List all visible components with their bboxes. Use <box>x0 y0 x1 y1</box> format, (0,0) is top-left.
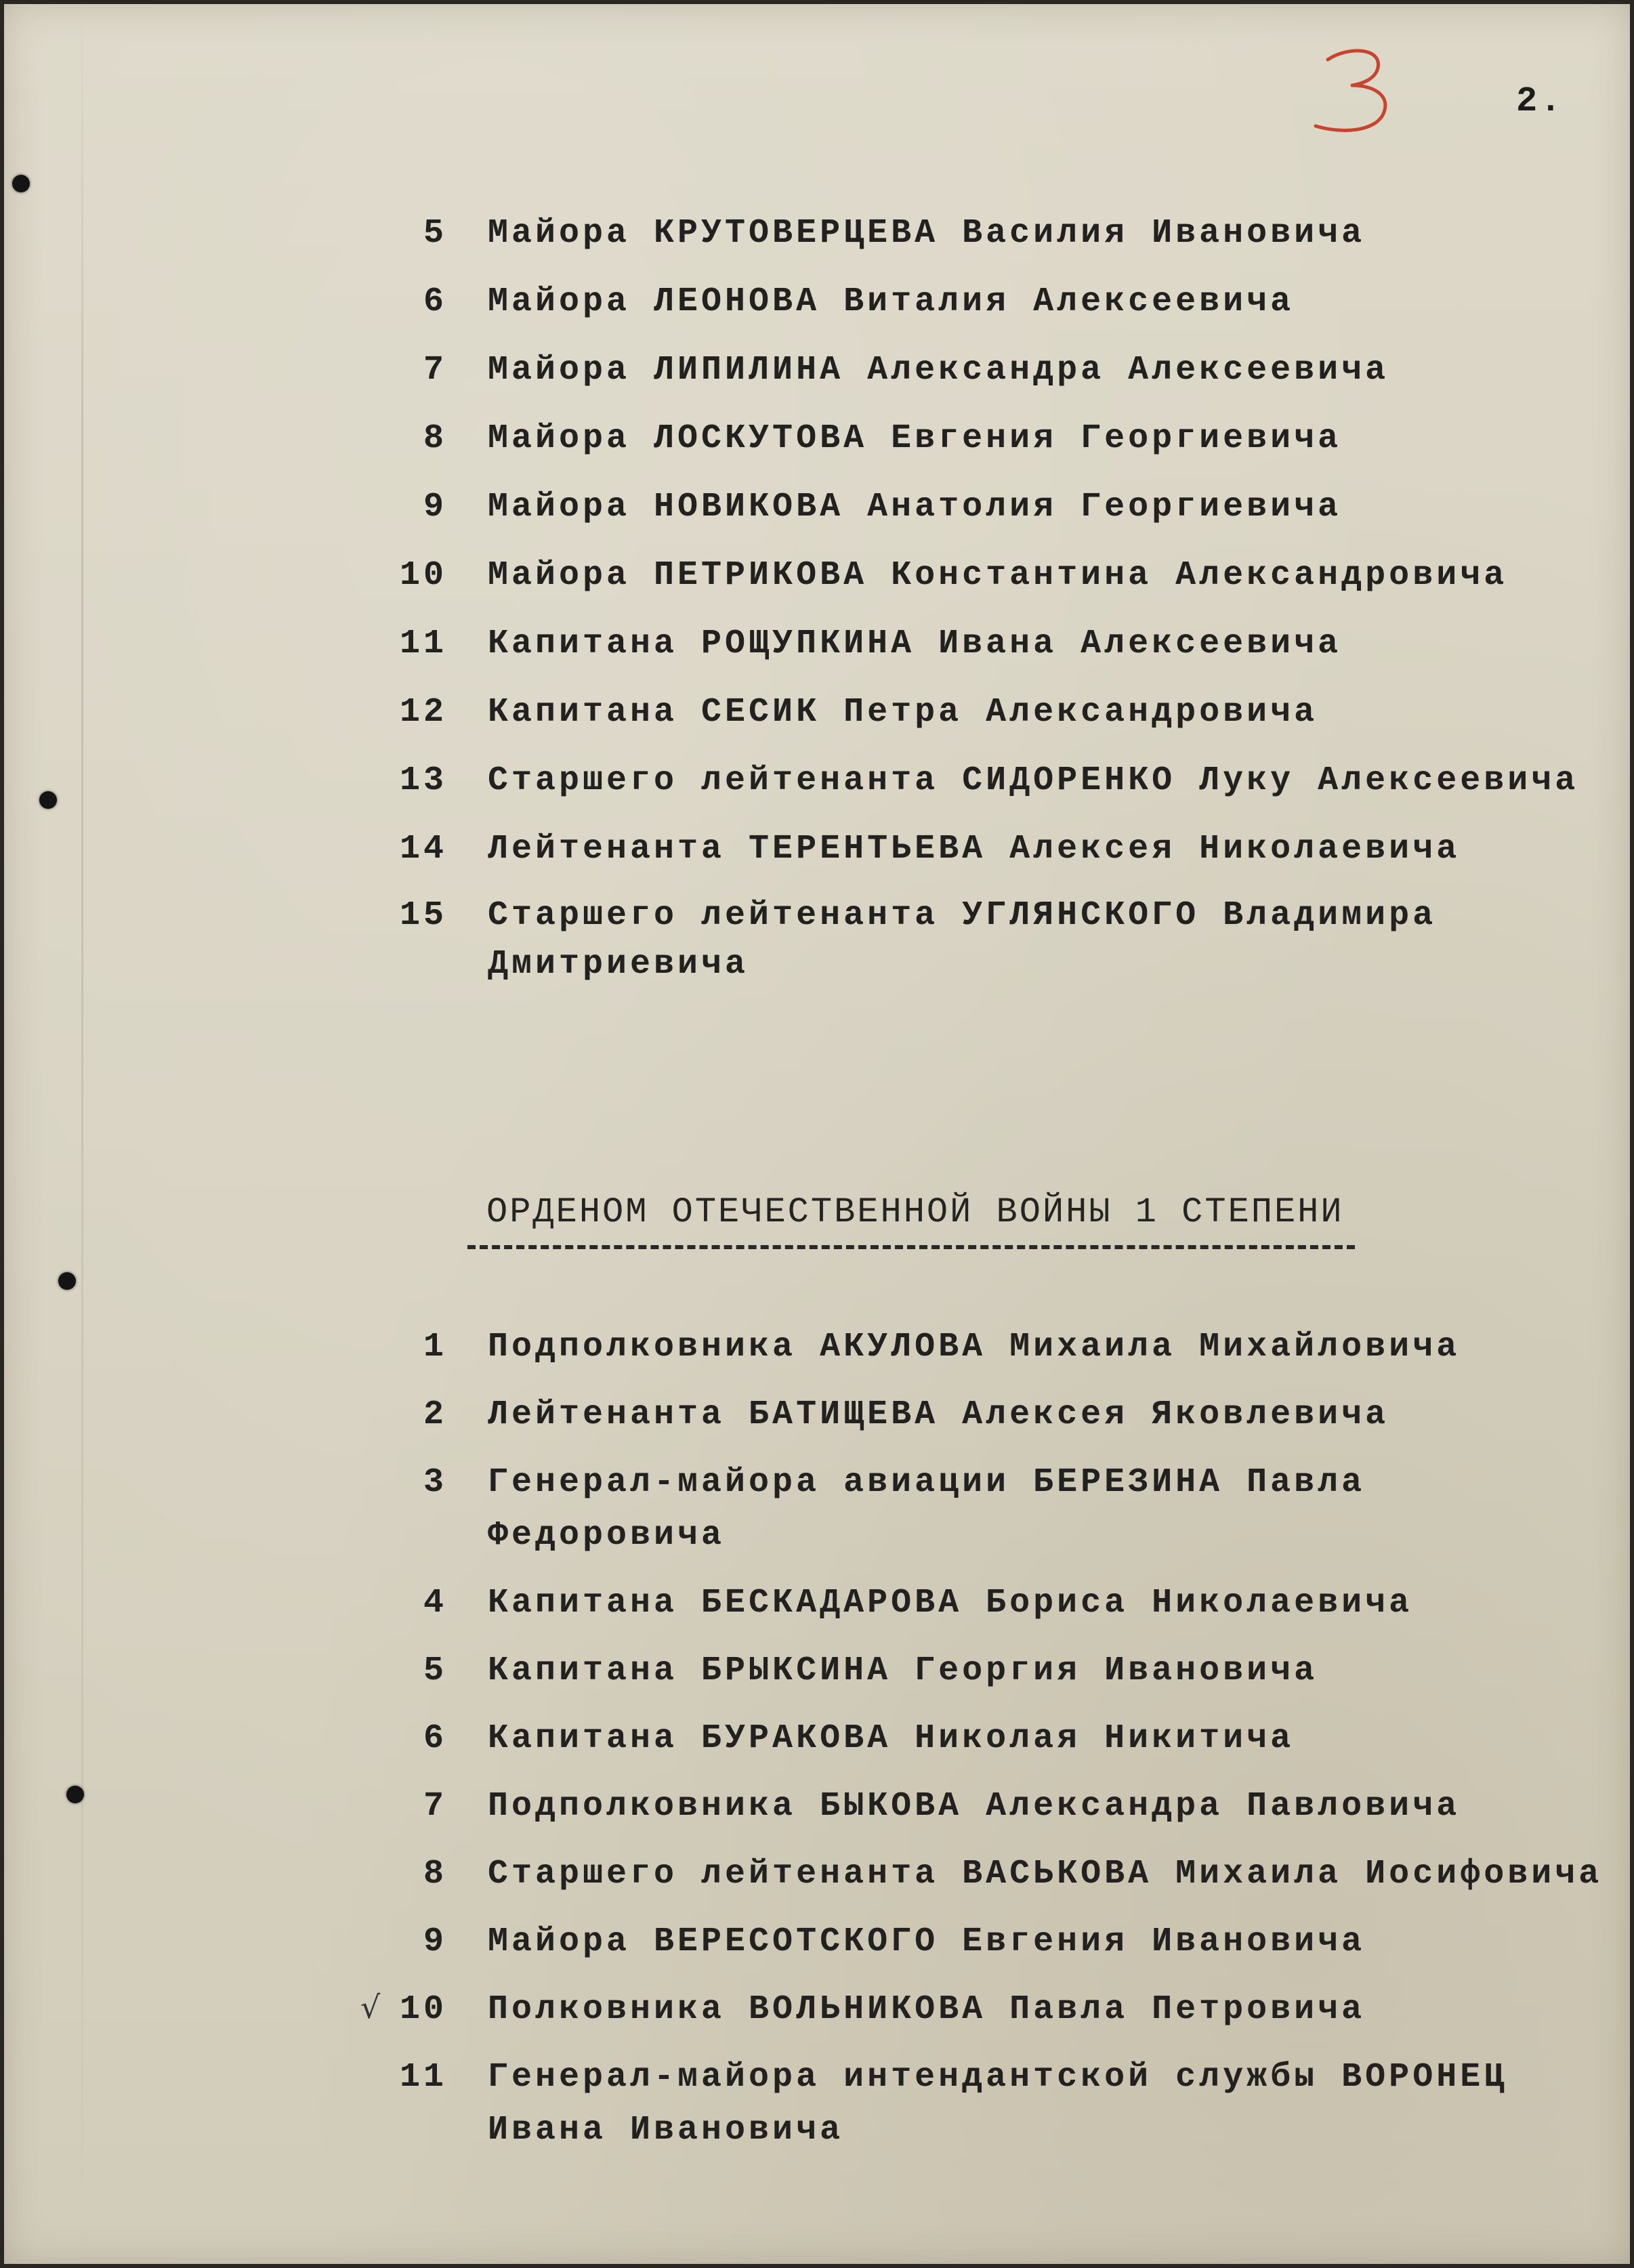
award-list-continued <box>379 207 1612 1005</box>
item-text: Капитана БЕСКАДАРОВА Бориса Николаевича <box>488 1584 1413 1622</box>
list-item <box>379 1713 1612 1765</box>
punch-hole <box>58 1272 76 1290</box>
list-item <box>379 207 1612 260</box>
list-item <box>379 1577 1612 1630</box>
list-item <box>379 823 1612 876</box>
item-number: 9 <box>423 1923 447 1961</box>
list-item <box>379 1389 1612 1442</box>
list-item <box>379 618 1612 671</box>
item-number: 3 <box>423 1463 447 1502</box>
list-item <box>379 549 1612 602</box>
item-number: 13 <box>399 761 447 800</box>
item-text: Полковника ВОЛЬНИКОВА Павла Петровича <box>488 1990 1366 2029</box>
item-number: 4 <box>423 1584 447 1622</box>
item-number: 7 <box>423 1787 447 1826</box>
item-number: 5 <box>423 1652 447 1690</box>
section-heading: ОРДЕНОМ ОТЕЧЕСТВЕННОЙ ВОЙНЫ 1 СТЕПЕНИ <box>486 1192 1344 1232</box>
item-text: Лейтенанта БАТИЩЕВА Алексея Яковлевича <box>488 1395 1389 1434</box>
list-item <box>379 1456 1612 1562</box>
punch-hole <box>12 175 30 192</box>
list-item <box>379 1645 1612 1698</box>
item-text: Старшего лейтенанта УГЛЯНСКОГО Владимира Дмитриевича <box>488 896 1437 984</box>
item-number: 11 <box>399 625 447 663</box>
item-text: Генерал-майора интендантской службы ВОРОНЕЦ Ивана Ивановича <box>488 2058 1508 2149</box>
item-number: 1 <box>423 1328 447 1366</box>
item-text: Генерал-майора авиации БЕРЕЗИНА Павла Федоровича <box>488 1463 1366 1555</box>
punch-hole <box>66 1786 84 1803</box>
item-text: Лейтенанта ТЕРЕНТЬЕВА Алексея Николаевича <box>488 830 1461 868</box>
item-number: 7 <box>423 351 447 390</box>
punch-hole <box>39 791 57 809</box>
list-item <box>379 1916 1612 1969</box>
item-number: 9 <box>423 488 447 526</box>
list-item <box>379 1848 1612 1901</box>
item-text: Майора ЛИПИЛИНА Александра Алексеевича <box>488 351 1389 390</box>
list-item <box>379 686 1612 739</box>
item-number: 8 <box>423 419 447 458</box>
item-text: Подполковника АКУЛОВА Михаила Михайловича <box>488 1328 1461 1366</box>
item-number: 8 <box>423 1855 447 1893</box>
item-text: Майора ПЕТРИКОВА Константина Александровича <box>488 556 1508 595</box>
list-item <box>379 755 1612 807</box>
list-item <box>379 891 1612 989</box>
list-item <box>360 1983 1612 2036</box>
item-text: Майора КРУТОВЕРЦЕВА Василия Ивановича <box>488 214 1366 253</box>
page-fold-shadow <box>81 0 83 2268</box>
item-number: 6 <box>423 1719 447 1758</box>
item-number: 14 <box>399 830 447 868</box>
list-item <box>379 1321 1612 1374</box>
folio-number-handwritten <box>1307 41 1416 142</box>
heading-underline <box>467 1245 1355 1249</box>
item-number: 6 <box>423 282 447 321</box>
item-number: 10 <box>399 556 447 595</box>
award-list-order-patriotic-war <box>360 1321 1612 2172</box>
item-number: 12 <box>399 693 447 732</box>
item-text: Майора ЛОСКУТОВА Евгения Георгиевича <box>488 419 1342 458</box>
item-number: 11 <box>399 2058 447 2097</box>
page-number: 2. <box>1516 81 1564 121</box>
list-item <box>379 344 1612 397</box>
list-item <box>379 2051 1612 2157</box>
checkmark-icon: √ <box>360 1989 384 2025</box>
list-item <box>379 1780 1612 1833</box>
item-number: 10 <box>399 1990 447 2029</box>
item-text: Майора НОВИКОВА Анатолия Георгиевича <box>488 488 1342 526</box>
item-number: 2 <box>423 1395 447 1434</box>
list-item <box>379 413 1612 465</box>
item-text: Майора ВЕРЕСОТСКОГО Евгения Ивановича <box>488 1923 1366 1961</box>
item-number: 5 <box>423 214 447 253</box>
item-text: Подполковника БЫКОВА Александра Павловича <box>488 1787 1461 1826</box>
item-number: 15 <box>399 896 447 935</box>
item-text: Капитана СЕСИК Петра Александровича <box>488 693 1318 732</box>
item-text: Старшего лейтенанта СИДОРЕНКО Луку Алексеевича <box>488 761 1579 800</box>
item-text: Капитана БУРАКОВА Николая Никитича <box>488 1719 1295 1758</box>
item-text: Старшего лейтенанта ВАСЬКОВА Михаила Иосифовича <box>488 1855 1603 1893</box>
list-item <box>379 481 1612 534</box>
item-text: Капитана РОЩУПКИНА Ивана Алексеевича <box>488 625 1342 663</box>
item-text: Капитана БРЫКСИНА Георгия Ивановича <box>488 1652 1318 1690</box>
list-item <box>379 276 1612 329</box>
item-text: Майора ЛЕОНОВА Виталия Алексеевича <box>488 282 1295 321</box>
